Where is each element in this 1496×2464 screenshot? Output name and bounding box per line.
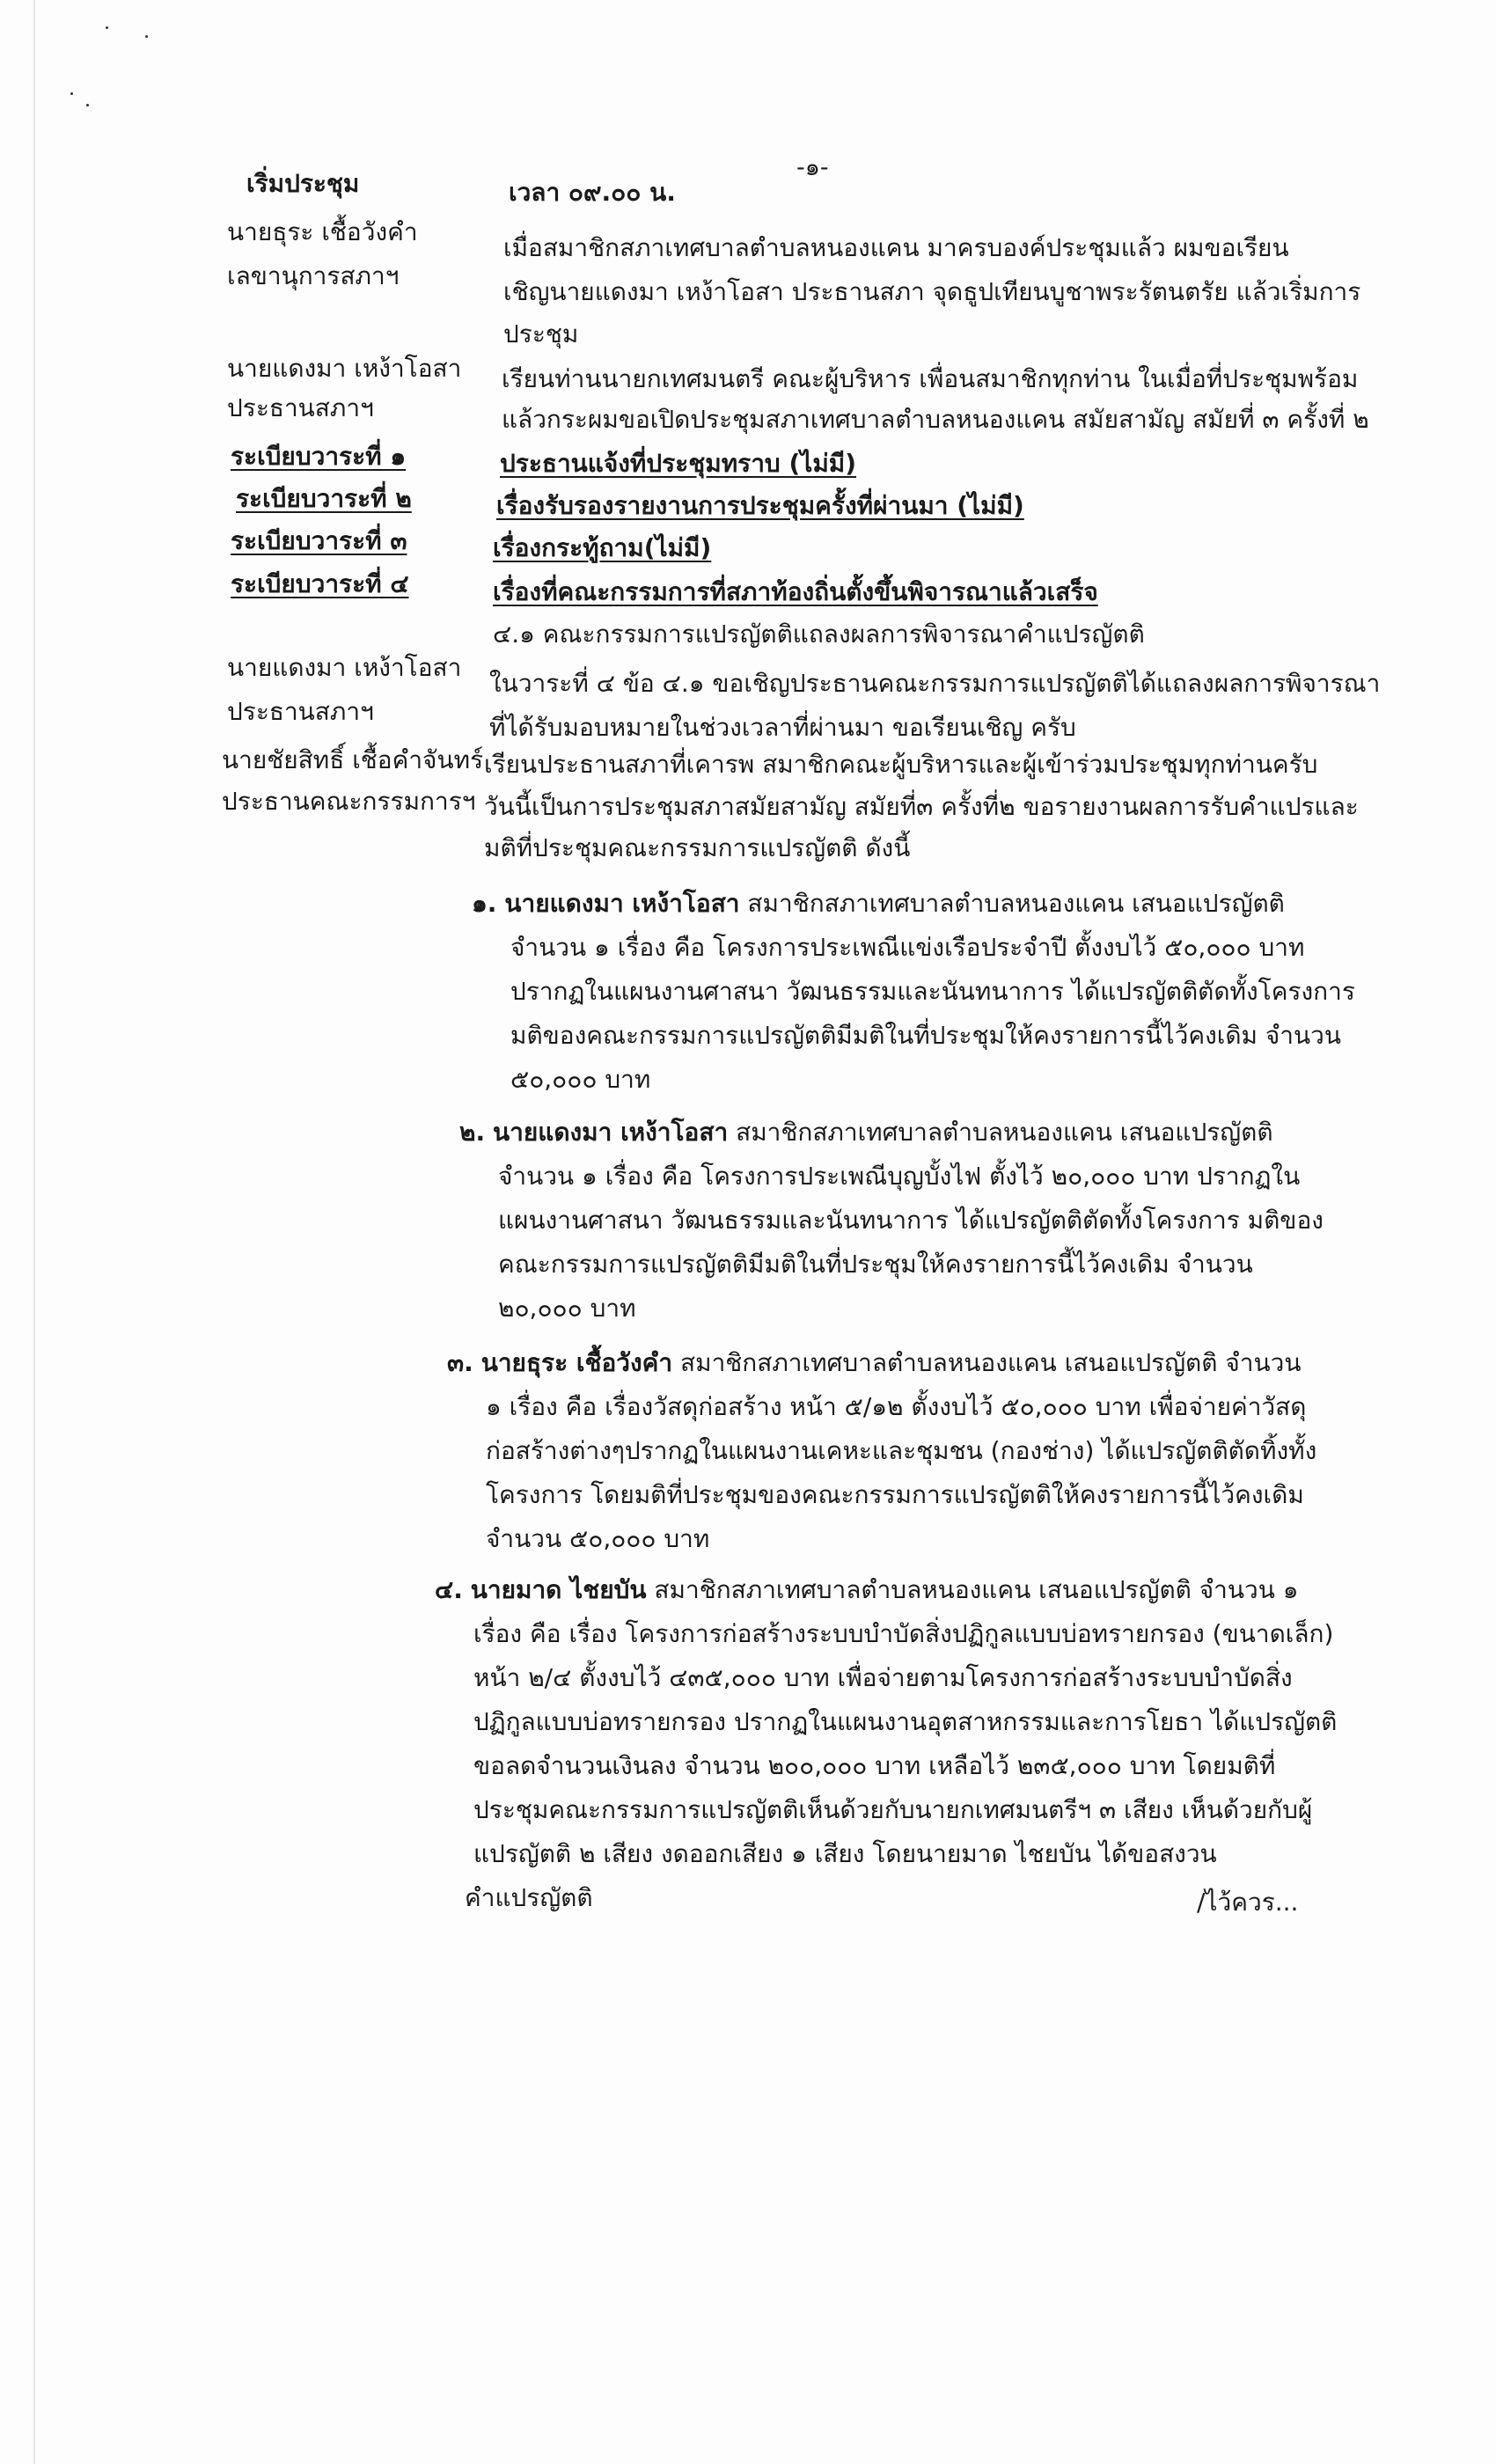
sub-item-heading: ๔.๑ คณะกรรมการแปรญัตติแถลงผลการพิจารณาคำแปรญัตติ: [493, 620, 1145, 649]
item-number: ๒.: [459, 1118, 486, 1147]
paragraph-line: ประชุม: [503, 319, 579, 348]
scan-speck: [86, 104, 89, 106]
item-number: ๓.: [447, 1348, 473, 1377]
paragraph-line: แล้วกระผมขอเปิดประชุมสภาเทศบาลตำบลหนองแคน สมัยสามัญ สมัยที่ ๓ ครั้งที่ ๒: [502, 405, 1369, 434]
item-line: ปฏิกูลแบบบ่อทรายกรอง ปรากฏในแผนงานอุตสาหกรรมและการโยธา ได้แปรญัตติ: [473, 1707, 1338, 1736]
item-line: ก่อสร้างต่างๆปรากฏในแผนงานเคหะและชุมชน (กองช่าง) ได้แปรญัตติตัดทิ้งทั้ง: [486, 1436, 1317, 1465]
paragraph-line: เรียนท่านนายกเทศมนตรี คณะผู้บริหาร เพื่อนสมาชิกทุกท่าน ในเมื่อที่ประชุมพร้อม: [502, 364, 1359, 393]
page-number: -๑-: [796, 154, 829, 181]
item-line: แผนงานศาสนา วัฒนธรรมและนันทนาการ ได้แปรญัตติตัดทั้งโครงการ มติของ: [498, 1206, 1324, 1235]
item-line: จำนวน ๕๐,๐๐๐ บาท: [486, 1524, 710, 1553]
item-line: แปรญัตติ ๒ เสียง งดออกเสียง ๑ เสียง โดยนายมาด ไชยบัน ได้ขอสงวน: [473, 1839, 1217, 1868]
item-line: ๒๐,๐๐๐ บาท: [498, 1294, 636, 1323]
list-item: [472, 887, 1285, 920]
item-line: ขอลดจำนวนเงินลง จำนวน ๒๐๐,๐๐๐ บาท เหลือไว้ ๒๓๕,๐๐๐ บาท โดยมติที่: [473, 1751, 1276, 1780]
scan-speck: [145, 35, 148, 38]
item-line: คณะกรรมการแปรญัตติมีมติในที่ประชุมให้คงรายการนี้ไว้คงเดิม จำนวน: [498, 1250, 1253, 1279]
item-line: ประชุมคณะกรรมการแปรญัตติเห็นด้วยกับนายกเทศมนตรีฯ ๓ เสียง เห็นด้วยกับผู้: [473, 1795, 1313, 1824]
scan-speck: [70, 92, 73, 95]
paragraph-line: ในวาระที่ ๔ ข้อ ๔.๑ ขอเชิญประธานคณะกรรมการแปรญัตติได้แถลงผลการพิจารณา: [489, 669, 1381, 698]
paragraph-line: เมื่อสมาชิกสภาเทศบาลตำบลหนองแคน มาครบองค์ประชุมแล้ว ผมขอเรียน: [503, 233, 1289, 262]
scan-edge-line: [33, 0, 35, 2464]
member-name: นายแดงมา เหง้าโอสา: [504, 889, 740, 918]
list-item: [435, 1573, 1299, 1607]
paragraph-line: ที่ได้รับมอบหมายในช่วงเวลาที่ผ่านมา ขอเรียนเชิญ ครับ: [489, 713, 1076, 742]
member-name: นายธุระ เชื้อวังคำ: [480, 1348, 673, 1377]
meeting-start-label: เริ่มประชุม: [246, 169, 360, 198]
agenda-label: ระเบียบวาระที่ ๑: [231, 442, 407, 471]
paragraph-line: เชิญนายแดงมา เหง้าโอสา ประธานสภา จุดธูปเทียนบูชาพระรัตนตรัย แล้วเริ่มการ: [503, 277, 1361, 306]
agenda-label: ระเบียบวาระที่ ๓: [231, 526, 407, 555]
list-item: [447, 1346, 1301, 1380]
speaker-role: ประธานสภาฯ: [227, 697, 374, 726]
agenda-title: เรื่องรับรองรายงานการประชุมครั้งที่ผ่านมา (ไม่มี): [496, 491, 1024, 520]
item-line: มติของคณะกรรมการแปรญัตติมีมติในที่ประชุมให้คงรายการนี้ไว้คงเดิม จำนวน: [510, 1021, 1341, 1050]
item-number: ๑.: [472, 889, 497, 918]
item-line: จำนวน ๑ เรื่อง คือ โครงการประเพณีบุญบั้งไฟ ตั้งไว้ ๒๐,๐๐๐ บาท ปรากฏใน: [498, 1162, 1301, 1191]
item-line: ๑ เรื่อง คือ เรื่องวัสดุก่อสร้าง หน้า ๕/๑๒ ตั้งงบไว้ ๕๐,๐๐๐ บาท เพื่อจ่ายค่าวัสดุ: [486, 1392, 1307, 1421]
item-text: สมาชิกสภาเทศบาลตำบลหนองแคน เสนอแปรญัตติ จำนวน: [672, 1348, 1302, 1377]
item-line: คำแปรญัตติ: [465, 1883, 593, 1912]
item-line: เรื่อง คือ เรื่อง โครงการก่อสร้างระบบบำบัดสิ่งปฏิกูลแบบบ่อทรายกรอง (ขนาดเล็ก): [473, 1619, 1334, 1648]
paragraph-line: เรียนประธานสภาที่เคารพ สมาชิกคณะผู้บริหารและผู้เข้าร่วมประชุมทุกท่านครับ: [484, 750, 1318, 779]
speaker-name: นายแดงมา เหง้าโอสา: [227, 354, 462, 383]
list-item: [459, 1116, 1273, 1149]
paragraph-line: มติที่ประชุมคณะกรรมการแปรญัตติ ดังนี้: [484, 833, 911, 862]
item-line: ๕๐,๐๐๐ บาท: [510, 1065, 651, 1094]
agenda-label: ระเบียบวาระที่ ๔: [231, 569, 409, 598]
item-text: สมาชิกสภาเทศบาลตำบลหนองแคน เสนอแปรญัตติ: [739, 889, 1285, 918]
speaker-role: ประธานคณะกรรมการฯ: [222, 787, 476, 816]
member-name: นายแดงมา เหง้าโอสา: [493, 1118, 729, 1147]
item-text: สมาชิกสภาเทศบาลตำบลหนองแคน เสนอแปรญัตติ จำนวน ๑: [646, 1575, 1299, 1604]
speaker-role: เลขานุการสภาฯ: [227, 261, 400, 290]
agenda-title: เรื่องที่คณะกรรมการที่สภาท้องถิ่นตั้งขึ้นพิจารณาแล้วเสร็จ: [493, 577, 1098, 606]
item-line: ปรากฏในแผนงานศาสนา วัฒนธรรมและนันทนาการ ได้แปรญัตติตัดทั้งโครงการ: [510, 977, 1355, 1006]
speaker-name: นายชัยสิทธิ์ เชื้อคำจันทร์: [222, 745, 484, 774]
scan-speck: [106, 26, 108, 29]
speaker-name: นายแดงมา เหง้าโอสา: [227, 653, 462, 682]
item-line: จำนวน ๑ เรื่อง คือ โครงการประเพณีแข่งเรือประจำปี ตั้งงบไว้ ๕๐,๐๐๐ บาท: [510, 933, 1305, 962]
agenda-title: ประธานแจ้งที่ประชุมทราบ (ไม่มี): [500, 449, 857, 478]
member-name: นายมาด ไชยบัน: [470, 1575, 647, 1604]
agenda-label: ระเบียบวาระที่ ๒: [236, 484, 412, 513]
item-line: โครงการ โดยมติที่ประชุมของคณะกรรมการแปรญัตติให้คงรายการนี้ไว้คงเดิม: [486, 1480, 1304, 1509]
speaker-role: ประธานสภาฯ: [227, 393, 374, 422]
item-line: หน้า ๒/๔ ตั้งงบไว้ ๔๓๕,๐๐๐ บาท เพื่อจ่ายตามโครงการก่อสร้างระบบบำบัดสิ่ง: [473, 1663, 1293, 1692]
item-number: ๔.: [435, 1575, 463, 1604]
continued-marker: /ไว้ควร...: [1197, 1888, 1299, 1917]
item-text: สมาชิกสภาเทศบาลตำบลหนองแคน เสนอแปรญัตติ: [728, 1118, 1273, 1147]
paragraph-line: วันนี้เป็นการประชุมสภาสมัยสามัญ สมัยที่๓ ครั้งที่๒ ขอรายงานผลการรับคำแปรและ: [484, 792, 1359, 821]
agenda-title: เรื่องกระทู้ถาม(ไม่มี): [493, 533, 712, 562]
speaker-name: นายธุระ เชื้อวังคำ: [227, 217, 418, 246]
meeting-time: เวลา ๐๙.๐๐ น.: [509, 178, 676, 207]
